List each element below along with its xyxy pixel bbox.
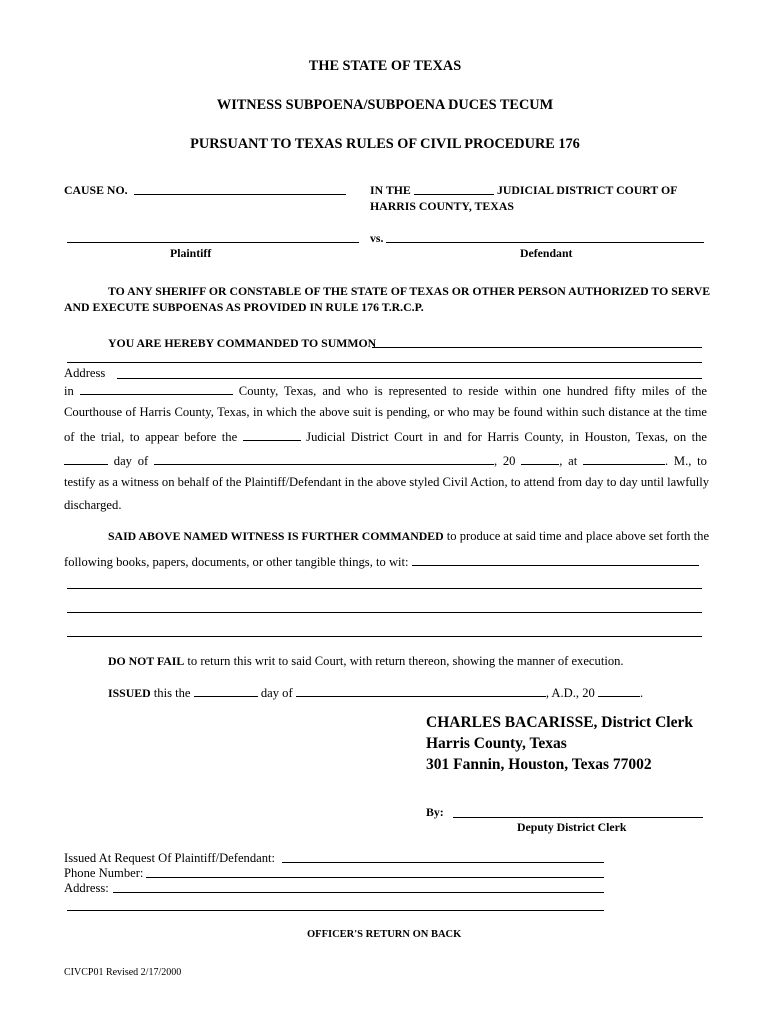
county-field[interactable] xyxy=(80,382,233,395)
day-of-label: day of xyxy=(113,454,149,468)
plaintiff-field[interactable] xyxy=(67,242,359,243)
do-not-fail-bold: DO NOT FAIL xyxy=(108,654,185,668)
issued-line xyxy=(108,684,707,701)
issued-month-field[interactable] xyxy=(296,684,546,697)
trial-rest: Judicial District Court in and for Harris County, in Houston, Texas, on the xyxy=(306,430,707,444)
witness-address-field[interactable] xyxy=(117,378,702,379)
vs-label: vs. xyxy=(370,231,384,245)
request-address-label: Address: xyxy=(64,881,109,895)
issued-year-field[interactable] xyxy=(598,684,640,697)
witness-name-field[interactable] xyxy=(372,347,702,348)
do-not-fail-line xyxy=(108,654,707,669)
courthouse-line: Courthouse of Harris County, Texas, in which the above suit is pending, or who may be found within such distance at the time xyxy=(64,405,707,419)
issued-day-field[interactable] xyxy=(194,684,258,697)
cause-no-field[interactable] xyxy=(134,194,346,195)
defendant-label: Defendant xyxy=(520,246,573,260)
this-the-label: this the xyxy=(153,686,191,700)
following-line xyxy=(64,553,707,570)
period: . xyxy=(639,686,644,700)
to-any-line1: TO ANY SHERIFF OR CONSTABLE OF THE STATE OF TEXAS OR OTHER PERSON AUTHORIZED TO SERVE xyxy=(108,284,711,298)
appear-day-field[interactable] xyxy=(64,452,108,465)
do-not-fail-rest: to return this writ to said Court, with return thereon, showing the manner of execution. xyxy=(187,654,624,668)
revision-label: CIVCP01 Revised 2/17/2000 xyxy=(64,967,182,978)
deputy-label: Deputy District Clerk xyxy=(517,820,627,834)
requester-field[interactable] xyxy=(282,862,604,863)
trial-label: of the trial, to appear before the xyxy=(64,430,238,444)
further-rest: to produce at said time and place above set forth the xyxy=(446,529,710,543)
county-line xyxy=(64,382,707,399)
m-to-label: . M., to xyxy=(665,454,707,468)
clerk-county: Harris County, Texas xyxy=(426,735,567,752)
following-label: following books, papers, documents, or other tangible things, to wit: xyxy=(64,555,409,569)
appear-month-field[interactable] xyxy=(154,452,494,465)
ad-label: , A.D., 20 xyxy=(545,686,595,700)
subpoena-title: WITNESS SUBPOENA/SUBPOENA DUCES TECUM xyxy=(216,97,554,113)
address-label: Address xyxy=(64,366,106,380)
further-line xyxy=(108,529,710,544)
issued-day-of-label: day of xyxy=(260,686,293,700)
at-label: , at xyxy=(559,454,578,468)
request-address-line2[interactable] xyxy=(67,910,604,911)
witness-name-line2[interactable] xyxy=(67,362,702,363)
defendant-field[interactable] xyxy=(386,242,704,243)
discharged-line: discharged. xyxy=(64,498,122,512)
district-number-field[interactable] xyxy=(414,194,494,195)
issued-bold: ISSUED xyxy=(108,686,151,700)
appear-year-field[interactable] xyxy=(521,452,559,465)
phone-label: Phone Number: xyxy=(64,866,144,880)
issued-at-request-label: Issued At Request Of Plaintiff/Defendant: xyxy=(64,851,276,865)
documents-line-2[interactable] xyxy=(67,588,702,589)
clerk-address: 301 Fannin, Houston, Texas 77002 xyxy=(426,756,652,773)
plaintiff-label: Plaintiff xyxy=(170,246,212,260)
rule-heading: PURSUANT TO TEXAS RULES OF CIVIL PROCEDURE 176 xyxy=(190,136,580,152)
date-line xyxy=(64,452,707,469)
trial-court-field[interactable] xyxy=(243,428,301,441)
cause-no-label: CAUSE NO. xyxy=(64,183,128,197)
in-the-label: IN THE xyxy=(370,183,411,197)
phone-field[interactable] xyxy=(146,877,604,878)
further-bold: SAID ABOVE NAMED WITNESS IS FURTHER COMMANDED xyxy=(108,529,444,543)
county-text: County, Texas, and who is represented to reside within one hundred fifty miles of the xyxy=(238,384,707,398)
testify-line: testify as a witness on behalf of the Plaintiff/Defendant in the above styled Civil Action, to attend from day to day until lawfully xyxy=(64,475,710,489)
documents-field[interactable] xyxy=(412,553,699,566)
request-address-field[interactable] xyxy=(113,892,604,893)
year-label: , 20 xyxy=(493,454,516,468)
deputy-signature-field[interactable] xyxy=(453,817,703,818)
in-label: in xyxy=(64,384,74,398)
county-label: HARRIS COUNTY, TEXAS xyxy=(370,199,514,213)
court-label: JUDICIAL DISTRICT COURT OF xyxy=(497,183,678,197)
by-label: By: xyxy=(426,805,444,819)
documents-line-3[interactable] xyxy=(67,612,702,613)
commanded-to-summon: YOU ARE HEREBY COMMANDED TO SUMMON xyxy=(108,336,377,350)
state-heading: THE STATE OF TEXAS xyxy=(308,58,462,74)
trial-line xyxy=(64,428,707,445)
to-any-line2: AND EXECUTE SUBPOENAS AS PROVIDED IN RULE 176 T.R.C.P. xyxy=(64,300,424,314)
clerk-name: CHARLES BACARISSE, District Clerk xyxy=(426,714,693,731)
appear-time-field[interactable] xyxy=(583,452,665,465)
documents-line-4[interactable] xyxy=(67,636,702,637)
officers-return-note: OFFICER'S RETURN ON BACK xyxy=(307,929,462,940)
